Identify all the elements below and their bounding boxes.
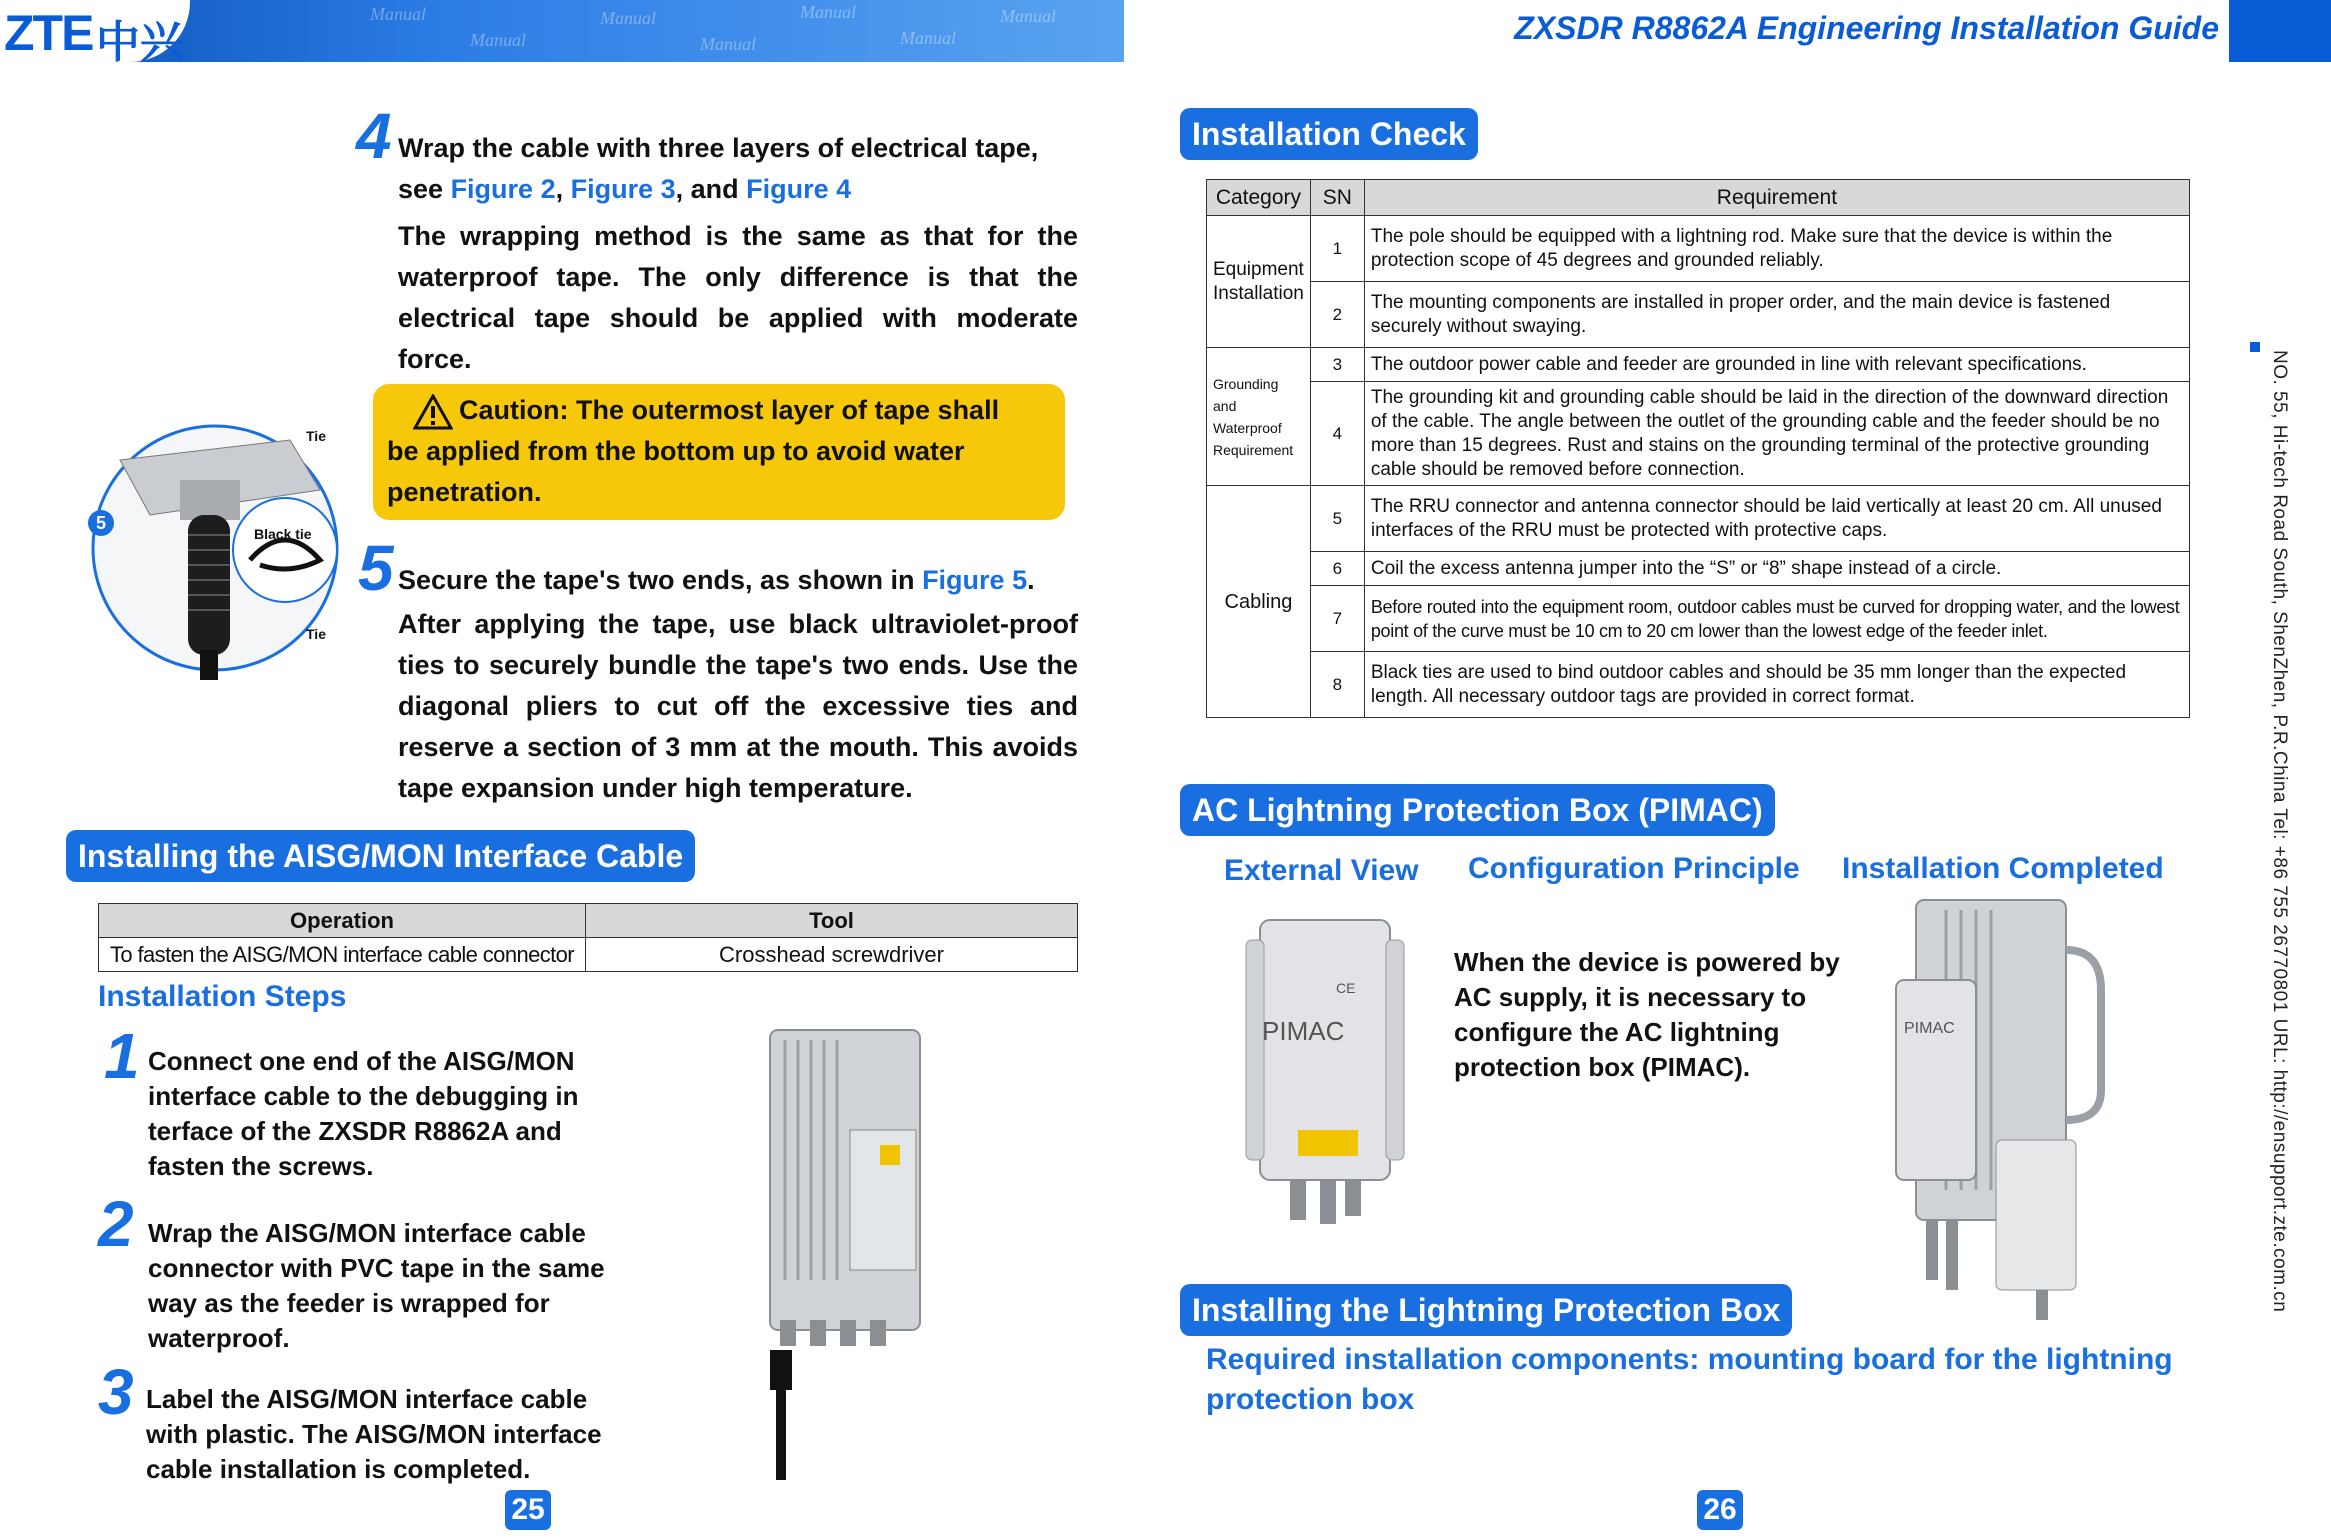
rru-illustration bbox=[740, 1020, 940, 1480]
step5-title-text: Secure the tape's two ends, as shown in bbox=[398, 565, 923, 595]
guide-title: ZXSDR R8862A Engineering Installation Guide bbox=[1514, 10, 2219, 46]
aisg-step1: Connect one end of the AISG/MON interface cable to the debugging in terface of the ZXSDR R8862A and fasten the screws. bbox=[148, 1046, 579, 1181]
col-category: Category bbox=[1207, 180, 1311, 216]
page-number-right: 26 bbox=[1697, 1490, 1743, 1530]
requirement-cell: The outdoor power cable and feeder are grounded in line with relevant specifications. bbox=[1364, 348, 2189, 382]
sep: , bbox=[555, 174, 571, 204]
col-sn: SN bbox=[1310, 180, 1364, 216]
sn-cell: 1 bbox=[1310, 216, 1364, 282]
caution-line3: penetration. bbox=[387, 477, 542, 507]
section-lightning-box: Installing the Lightning Protection Box bbox=[1180, 1284, 1792, 1336]
step5-body: After applying the tape, use black ultraviolet-proof ties to securely bundle the tape's two ends. Use the diagonal pliers to cut off the excessive ties and reserve a section of 3 mm at the mouth. This avoids tape expansion under high temperature. bbox=[398, 609, 1078, 803]
col-operation: Operation bbox=[99, 904, 586, 938]
sn-cell: 3 bbox=[1310, 348, 1364, 382]
step-number: 3 bbox=[98, 1356, 134, 1428]
rru-device-image bbox=[740, 1020, 940, 1480]
requirement-cell: Before routed into the equipment room, outdoor cables must be curved for dropping water, and the lowest point of the curve must be 10 cm to 20 cm lower than the lowest edge of the feeder inlet. bbox=[1364, 586, 2189, 652]
label-tie-bottom: Tie bbox=[306, 626, 326, 642]
cell-operation: To fasten the AISG/MON interface cable connector bbox=[99, 938, 586, 972]
installed-device-image bbox=[1886, 890, 2106, 1330]
requirement-cell: The mounting components are installed in proper order, and the main device is fastened securely without swaying. bbox=[1364, 282, 2189, 348]
label-tie-top: Tie bbox=[306, 428, 326, 444]
aisg-step3: Label the AISG/MON interface cable with plastic. The AISG/MON interface cable installation is completed. bbox=[146, 1384, 602, 1484]
category-cabling: Cabling bbox=[1207, 486, 1311, 718]
caution-line1: Caution: The outermost layer of tape shall bbox=[459, 395, 1000, 425]
watermark: Manual bbox=[470, 30, 526, 50]
col-tool: Tool bbox=[586, 904, 1078, 938]
figure-marker: 5 bbox=[88, 510, 114, 536]
section-aisg-heading: Installing the AISG/MON Interface Cable bbox=[66, 830, 695, 882]
watermark: Manual bbox=[900, 28, 956, 48]
required-components-text: Required installation components: mounting board for the lightning protection box bbox=[1206, 1343, 2173, 1416]
section-installation-check: Installation Check bbox=[1180, 108, 1478, 160]
step5-title bbox=[398, 560, 1098, 601]
aisg-step2: Wrap the AISG/MON interface cable connector with PVC tape in the same way as the feeder is wrapped for waterproof. bbox=[148, 1218, 605, 1353]
sep: , and bbox=[675, 174, 747, 204]
tie-figure bbox=[90, 420, 340, 680]
section-pimac: AC Lightning Protection Box (PIMAC) bbox=[1180, 784, 1775, 836]
step4-title-a: Wrap the cable with three layers of electrical tape, bbox=[398, 133, 1039, 163]
watermark: Manual bbox=[370, 4, 426, 24]
step-number: 5 bbox=[358, 532, 394, 604]
logo-area bbox=[0, 0, 190, 68]
cell-tool: Crosshead screwdriver bbox=[586, 938, 1078, 972]
sn-cell: 6 bbox=[1310, 552, 1364, 586]
external-view-heading: External View bbox=[1224, 854, 1419, 887]
requirement-cell: The pole should be equipped with a lightning rod. Make sure that the device is within the protection scope of 45 degrees and grounded reliably. bbox=[1364, 216, 2189, 282]
category-grounding: Grounding and Waterproof Requirement bbox=[1207, 348, 1311, 486]
step-number: 4 bbox=[356, 100, 392, 172]
requirement-cell: The grounding kit and grounding cable should be laid in the direction of the downward direction of the cable. The angle between the outlet of the grounding cable and the feeder should be no more than 15 degrees. Rust and stains on the grounding terminal of the protective grounding cable should be removed before connection. bbox=[1364, 382, 2189, 486]
requirement-cell: Coil the excess antenna jumper into the “S” or “8” shape instead of a circle. bbox=[1364, 552, 2189, 586]
sn-cell: 7 bbox=[1310, 586, 1364, 652]
category-equipment: Equipment Installation bbox=[1207, 216, 1311, 348]
pimac-label: PIMAC bbox=[1262, 1016, 1345, 1046]
pimac-label-installed: PIMAC bbox=[1904, 1020, 1955, 1037]
step5-period: . bbox=[1027, 565, 1035, 595]
step4-body: The wrapping method is the same as that for the waterproof tape. The only difference is that the electrical tape should be applied with moderate force. bbox=[398, 221, 1078, 374]
requirement-cell: Black ties are used to bind outdoor cables and should be 35 mm longer than the expected length. All necessary outdoor tags are provided in correct format. bbox=[1364, 652, 2189, 718]
ce-mark: CE bbox=[1336, 980, 1356, 996]
requirement-cell: The RRU connector and antenna connector should be laid vertically at least 20 cm. All unused interfaces of the RRU must be protected with protective caps. bbox=[1364, 486, 2189, 552]
contact-sidebar: NO. 55, Hi-tech Road South, ShenZhen, P.R.China Tel: +86 755 26770801 URL: http://ensupport.zte.com.cn bbox=[2269, 350, 2290, 1313]
label-black-tie: Black tie bbox=[254, 526, 312, 542]
warning-icon bbox=[413, 394, 453, 430]
installation-completed-illustration bbox=[1886, 890, 2106, 1330]
sn-cell: 8 bbox=[1310, 652, 1364, 718]
figure4-link[interactable]: Figure 4 bbox=[746, 174, 852, 204]
pimac-box-image bbox=[1240, 900, 1410, 1250]
sn-cell: 5 bbox=[1310, 486, 1364, 552]
config-principle-text: When the device is powered by AC supply, it is necessary to configure the AC lightning protection box (PIMAC). bbox=[1454, 947, 1840, 1082]
zte-logo-cjk: 中兴 bbox=[96, 17, 184, 68]
col-requirement: Requirement bbox=[1364, 180, 2189, 216]
step-number: 2 bbox=[98, 1188, 134, 1260]
figure5-link[interactable]: Figure 5 bbox=[922, 565, 1028, 595]
header-right-block bbox=[2229, 0, 2331, 62]
configuration-principle-heading: Configuration Principle bbox=[1468, 852, 1800, 885]
zte-logo: ZTE bbox=[4, 5, 93, 61]
sidebar-marker bbox=[2250, 342, 2260, 352]
sn-cell: 4 bbox=[1310, 382, 1364, 486]
installation-completed-heading: Installation Completed bbox=[1842, 852, 2164, 885]
step4-title-b: see bbox=[398, 174, 451, 204]
page-number-left: 25 bbox=[505, 1490, 551, 1530]
watermark: Manual bbox=[600, 8, 656, 28]
figure2-link[interactable]: Figure 2 bbox=[450, 174, 556, 204]
installation-check-table bbox=[1206, 179, 2190, 718]
caution-line2: be applied from the bottom up to avoid water bbox=[387, 436, 965, 466]
caution-box bbox=[373, 384, 1065, 520]
figure3-link[interactable]: Figure 3 bbox=[570, 174, 676, 204]
installation-steps-heading: Installation Steps bbox=[98, 980, 347, 1013]
sn-cell: 2 bbox=[1310, 282, 1364, 348]
figure5-illustration bbox=[90, 420, 340, 680]
pimac-external-illustration bbox=[1240, 900, 1410, 1250]
step4-title bbox=[398, 128, 1098, 210]
watermark: Manual bbox=[700, 34, 756, 54]
watermark: Manual bbox=[1000, 6, 1056, 26]
operation-table bbox=[98, 903, 1078, 972]
watermark: Manual bbox=[800, 2, 856, 22]
step-number: 1 bbox=[104, 1020, 140, 1092]
